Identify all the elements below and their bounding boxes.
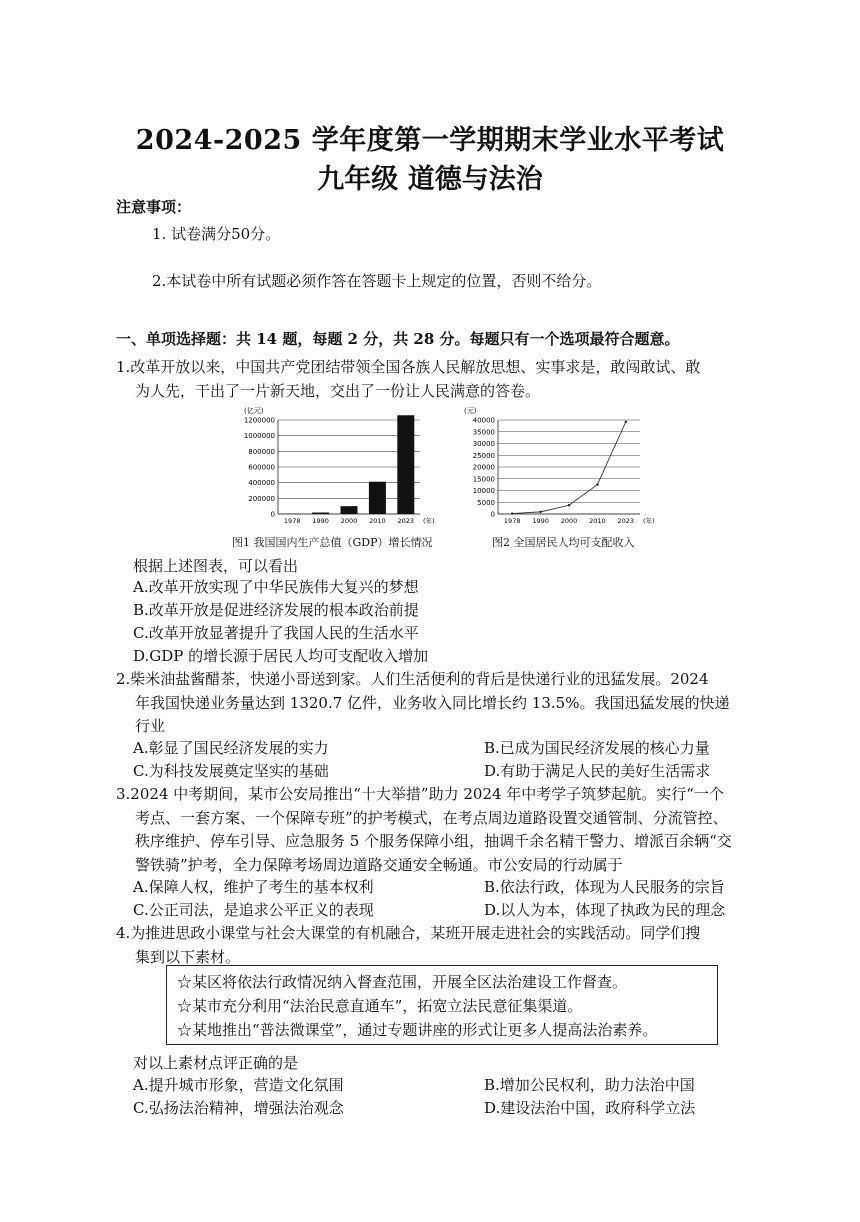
question-3-stem-line2: 考点、一套方案、一个保障专班”的护考模式，在考点周边道路设置交通管制、分流管控、 (135, 808, 728, 827)
x-tick-label: 2010 (589, 517, 606, 525)
question-3-option-d[interactable]: D.以人为本，体现了执政为民的理念 (484, 901, 726, 919)
question-1-stem-line1: 1.改革开放以来，中国共产党团结带领全国各族人民解放思想、实事求是，敢闯敢试、敢 (116, 358, 701, 376)
question-4-stem (116, 922, 776, 969)
chart-1-caption: 图1 我国国内生产总值（GDP）增长情况 (232, 536, 433, 549)
y-axis-label: (元) (464, 407, 477, 415)
question-2-option-a[interactable]: A.彰显了国民经济发展的实力 (133, 739, 329, 757)
question-2-stem-line1: 2.柴米油盐酱醋茶，快递小哥送到家。人们生活便利的背后是快递行业的迅猛发展。2024 (116, 670, 709, 688)
question-3-stem-line3: 秩序维护、停车引导、应急服务 5 个服务保障小组，抽调千余名精干警力、增派百余辆“交 (135, 832, 732, 850)
y-tick-label: 0 (270, 510, 275, 519)
question-1-option-c[interactable]: C.改革开放显著提升了我国人民的生活水平 (133, 624, 419, 642)
series-line (512, 422, 626, 514)
data-point (511, 512, 513, 514)
x-axis-label: (年) (423, 517, 435, 525)
question-1-option-d[interactable]: D.GDP 的增长源于居民人均可支配收入增加 (133, 647, 429, 665)
y-tick-label: 5000 (477, 498, 495, 507)
x-tick-label: 2010 (369, 517, 386, 525)
x-tick-label: 2000 (560, 517, 578, 525)
question-1-stem (116, 356, 776, 403)
question-3-stem-line4: 警铁骑”护考，全力保障考场周边道路交通安全畅通。市公安局的行动属于 (135, 855, 623, 874)
y-tick-label: 35000 (472, 428, 495, 437)
question-1-option-b[interactable]: B.改革开放是促进经济发展的根本政治前提 (133, 601, 419, 619)
material-item-1: ☆某区将依法行政情况纳入督查范围，开展全区法治建设工作督查。 (177, 973, 628, 991)
question-3-option-a[interactable]: A.保障人权，维护了考生的基本权利 (133, 878, 374, 896)
notice-heading: 注意事项： (116, 198, 192, 216)
question-2-option-c[interactable]: C.为科技发展奠定坚实的基础 (133, 762, 329, 780)
x-tick-label: 1978 (283, 517, 301, 525)
question-3-option-b[interactable]: B.依法行政，体现为人民服务的宗旨 (484, 878, 725, 896)
section-heading: 一、单项选择题：共 14 题，每题 2 分，共 28 分。每题只有一个选项最符合题意。 (116, 330, 680, 348)
notice-item-1: 1. 试卷满分50分。 (152, 225, 281, 243)
question-3-option-c[interactable]: C.公正司法，是追求公平正义的表现 (133, 901, 374, 919)
data-point (596, 483, 598, 485)
chart-2-caption: 图2 全国居民人均可支配收入 (492, 536, 635, 549)
question-4-stem-line1: 4.为推进思政小课堂与社会大课堂的有机融合，某班开展走进社会的实践活动。同学们搜 (116, 924, 701, 942)
question-2-stem-line2: 年我国快递业务量达到 1320.7 亿件，业务收入同比增长约 13.5%。我国迅猛发展的快递 (135, 693, 730, 712)
question-2-stem-line3: 行业 (135, 717, 166, 735)
question-3-stem (116, 783, 776, 877)
data-point (539, 511, 541, 513)
bar (369, 482, 386, 514)
bar (312, 513, 329, 514)
material-item-3: ☆某地推出“普法微课堂”，通过专题讲座的形式让更多人提高法治素养。 (177, 1021, 658, 1039)
exam-subtitle: 九年级 道德与法治 (317, 164, 543, 195)
x-tick-label: 1990 (312, 517, 329, 525)
x-tick-label: 2000 (340, 517, 358, 525)
y-tick-label: 1000000 (243, 432, 275, 441)
question-4-option-b[interactable]: B.增加公民权利，助力法治中国 (484, 1076, 695, 1094)
question-3-stem-line1: 3.2024 中考期间，某市公安局推出“十大举措”助力 2024 年中考学子筑梦起航。实行“一个 (116, 785, 724, 803)
data-point (568, 504, 570, 506)
y-tick-label: 600000 (248, 463, 275, 472)
y-axis-label: (亿元) (244, 407, 264, 415)
data-point (625, 421, 627, 423)
y-tick-label: 1200000 (243, 416, 275, 425)
bar (397, 415, 414, 514)
y-tick-label: 20000 (472, 463, 495, 472)
y-tick-label: 30000 (472, 440, 495, 448)
question-4-option-a[interactable]: A.提升城市形象，营造文化氛围 (133, 1076, 344, 1094)
y-tick-label: 40000 (472, 416, 495, 425)
exam-title: 2024-2025 学年度第一学期期末学业水平考试 (135, 125, 725, 156)
question-1-option-a[interactable]: A.改革开放实现了中华民族伟大复兴的梦想 (133, 578, 419, 596)
question-4-stem-line2: 集到以下素材。 (135, 947, 241, 966)
y-tick-label: 0 (490, 510, 495, 519)
income-line-chart (450, 404, 670, 532)
x-tick-label: 1990 (532, 517, 549, 525)
question-4-option-c[interactable]: C.弘扬法治精神，增强法治观念 (133, 1099, 344, 1117)
y-tick-label: 200000 (248, 494, 275, 503)
x-tick-label: 1978 (503, 517, 521, 525)
question-1-lead: 根据上述图表，可以看出 (133, 557, 299, 575)
material-item-2: ☆某市充分利用“法治民意直通车”，拓宽立法民意征集渠道。 (177, 997, 583, 1015)
x-axis-label: (年) (643, 517, 655, 525)
y-tick-label: 25000 (472, 451, 495, 460)
x-tick-label: 2023 (397, 517, 415, 525)
y-tick-label: 15000 (472, 475, 495, 484)
question-4-lead: 对以上素材点评正确的是 (133, 1054, 299, 1072)
question-1-stem-line2: 为人先，干出了一片新天地，交出了一份让人民满意的答卷。 (135, 381, 541, 400)
question-2-option-b[interactable]: B.已成为国民经济发展的核心力量 (484, 739, 710, 757)
question-2-option-d[interactable]: D.有助于满足人民的美好生活需求 (484, 762, 711, 780)
notice-item-2: 2.本试卷中所有试题必须作答在答题卡上规定的位置，否则不给分。 (152, 272, 602, 290)
y-tick-label: 800000 (248, 447, 275, 456)
y-tick-label: 10000 (472, 487, 495, 495)
material-box (166, 965, 718, 1045)
question-4-option-d[interactable]: D.建设法治中国，政府科学立法 (484, 1099, 696, 1117)
x-tick-label: 2023 (617, 517, 635, 525)
bar (341, 506, 358, 514)
y-tick-label: 400000 (248, 479, 275, 488)
gdp-bar-chart (230, 404, 450, 532)
question-2-stem (116, 668, 776, 739)
